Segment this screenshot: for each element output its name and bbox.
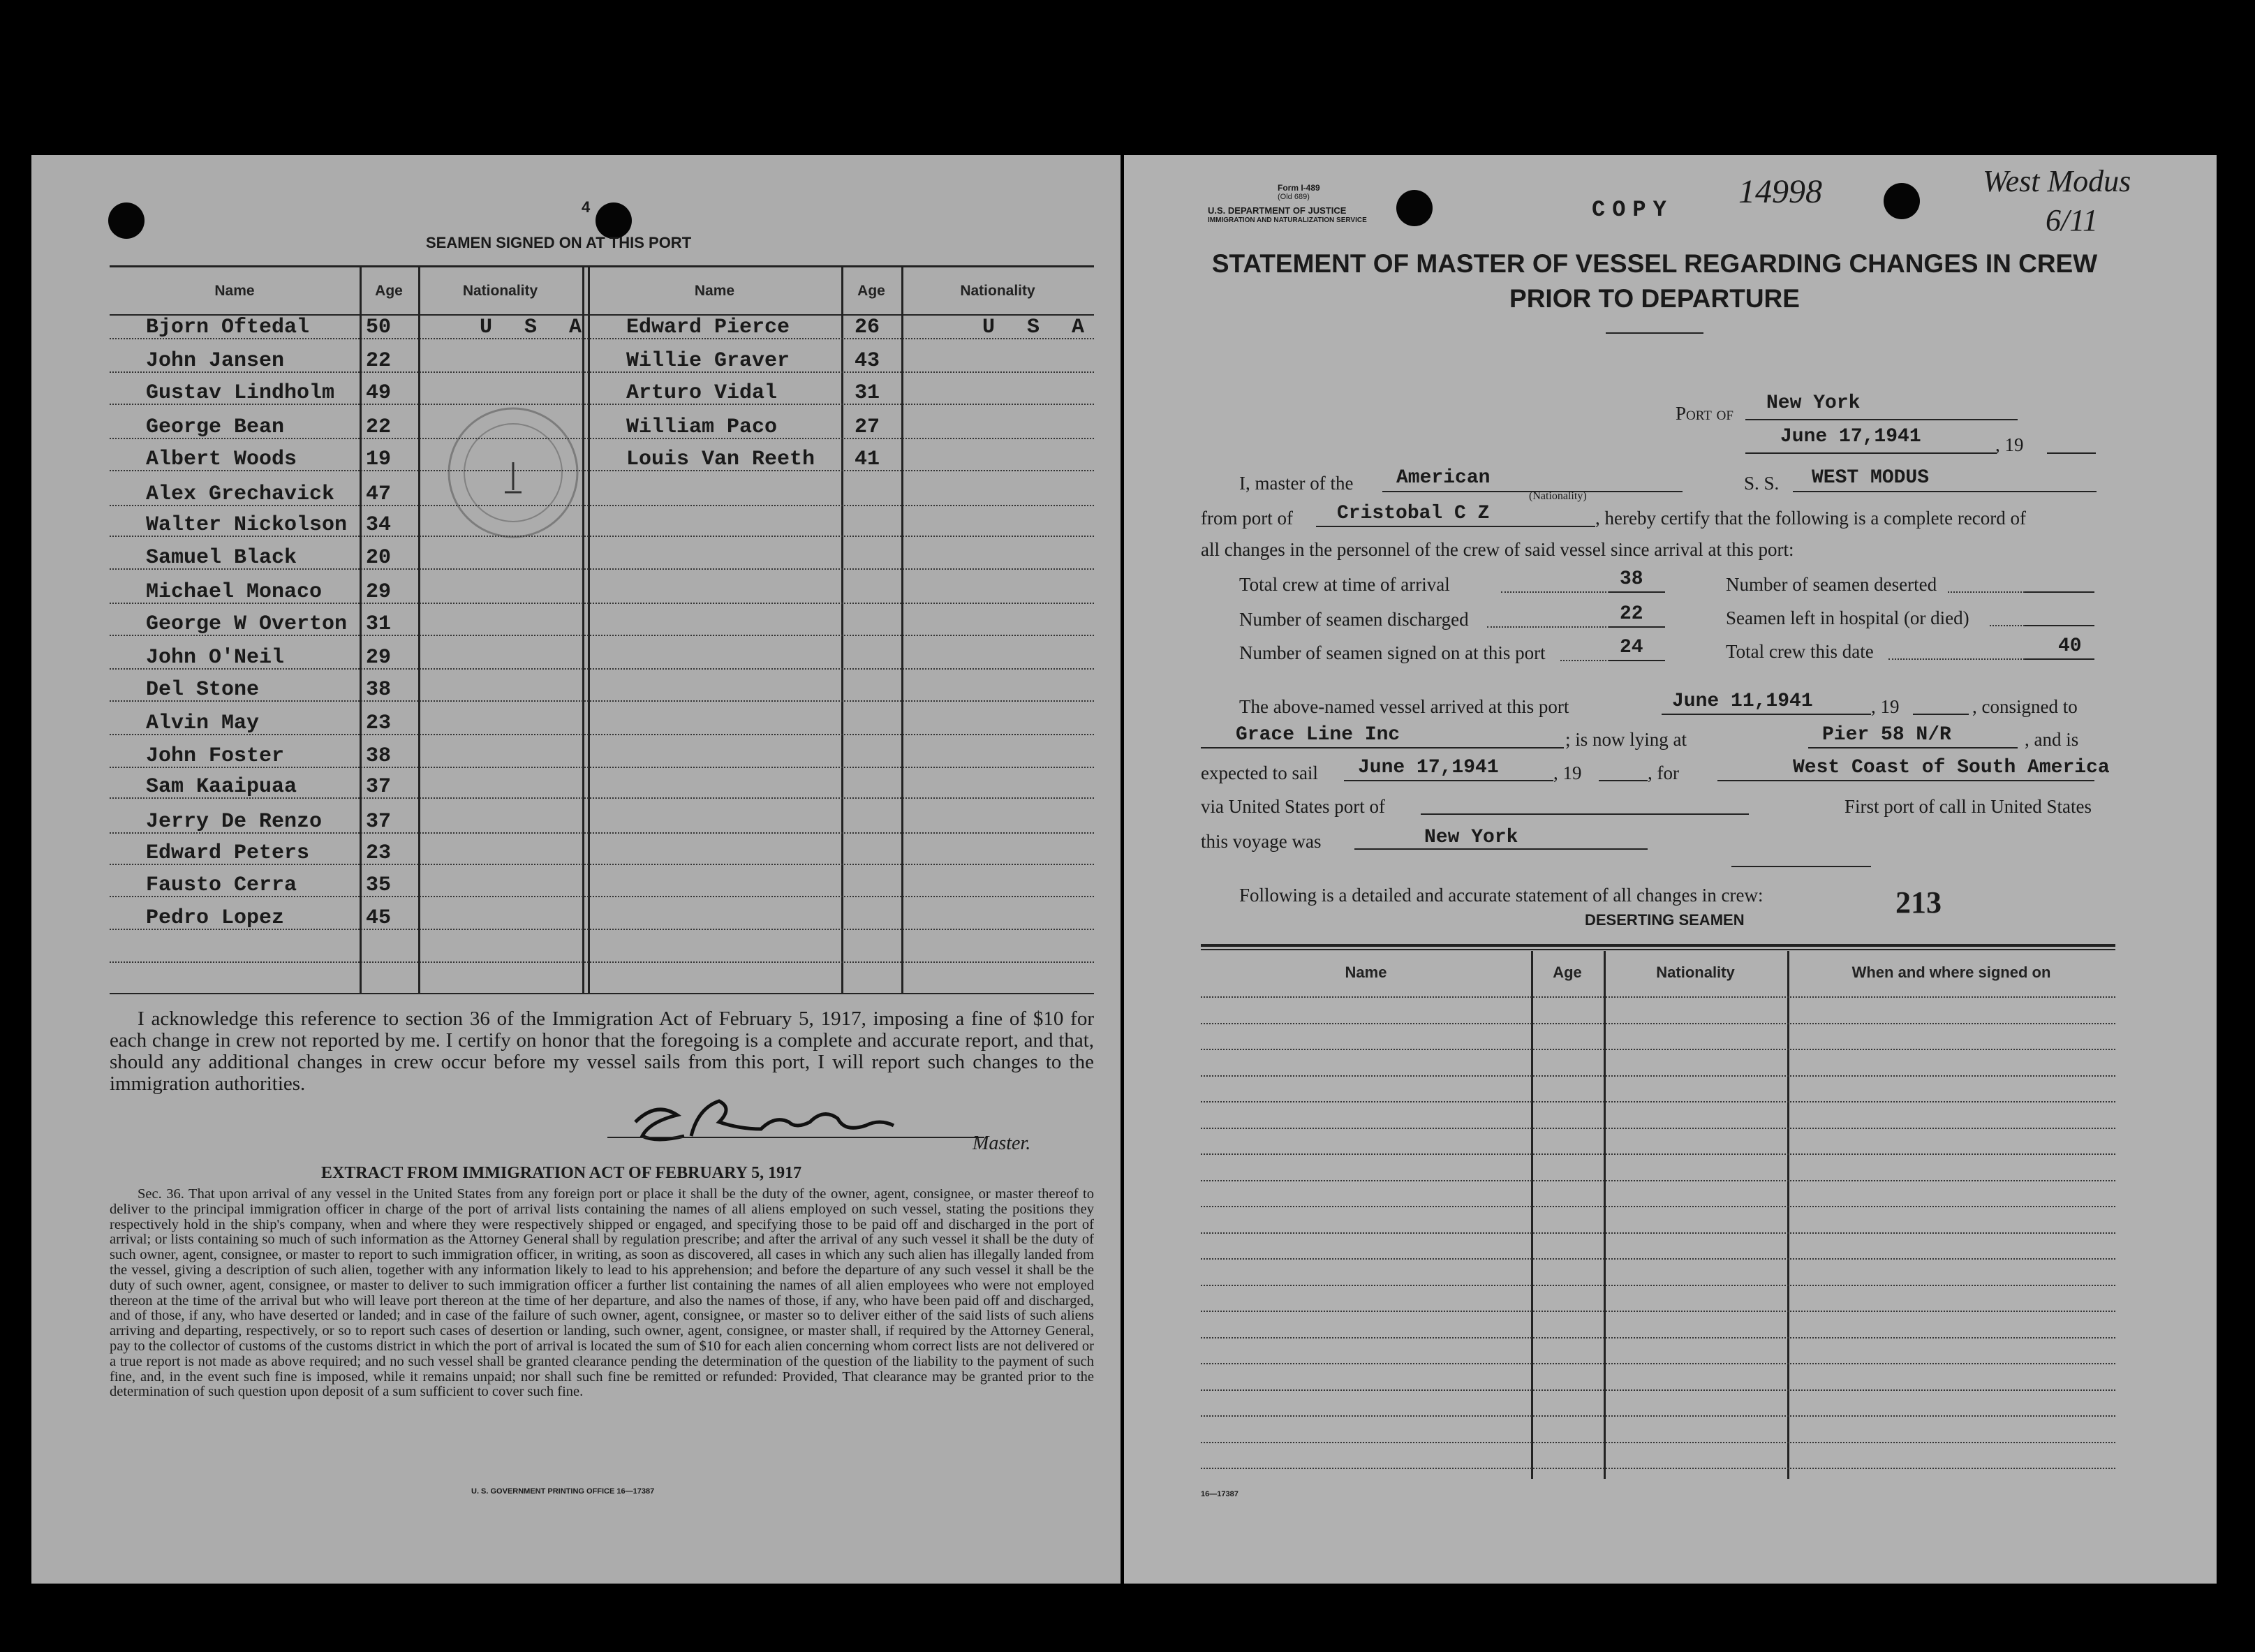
row-rule <box>110 568 1094 570</box>
master-signature <box>607 1094 984 1157</box>
row-rule <box>1201 1075 2115 1077</box>
row-rule <box>1201 1128 2115 1129</box>
row-rule <box>1201 1232 2115 1234</box>
row-rule <box>1201 996 2115 998</box>
crew-age: 29 <box>365 646 391 670</box>
col-name: Name <box>694 283 735 299</box>
expected-label: expected to sail <box>1201 762 1318 783</box>
copy-label: COPY <box>1592 197 1673 223</box>
crew-name: George Bean <box>146 415 285 439</box>
for-label: , for <box>1648 762 1679 783</box>
row-rule <box>1201 1442 2115 1443</box>
extract-text: Sec. 36. That upon arrival of any vessel in the United States from any foreign port or place it shall be the duty of the owner, agent, consignee, or master thereof to deliver to the principal immigration officer in charge of the port of arrival lists containing the names of all aliens employed on such vessel, stating the positions they respectively hold in the ship's company, when and where they were respectively shipped or engaged, and specifying those to be paid off and discharged in the port of arrival; or lists containing so much of such information as the Attorney General shall by regulation prescribe; and after the arrival of any such vessel it shall be the duty of such owner, agent, consignee, or master to report to such immigration officer, in writing, as soon as discovered, all cases in which any such alien has illegally landed from the vessel, giving a description of such alien, together with any information likely to lead to his apprehension; and before the departure of any such vessel it shall be the duty of such owner, agent, consignee, or master to deliver to such immigration officer a further list containing the names of all alien employees who were not employed thereon at the time of the arrival but who will leave port thereon at the time of her departure, and also the names of those, if any, who have been paid off and discharged, and of those, if any, who have deserted or landed; and in case of the failure of such owner, agent, consignee, or master so to deliver either of the said lists of such aliens arriving and departing, respectively, or so to report such cases of desertion or landing, such owner, agent, consignee, or master shall, if required by the Attorney General, pay to the collector of customs of the customs district in which the port of arrival is located the sum of $10 for each alien concerning whom correct lists are not delivered or a true report is not made as above required; and no such vessel shall be granted clearance pending the determination of the question of the liability to the payment of such fine, and, in the event such fine is imposed, while it remains unpaid; nor shall such fine be remitted or refunded: Provided, That clearance may be granted prior to the determination of such question upon deposit of a sum sufficient to cover such fine. <box>110 1186 1094 1400</box>
crew-name: Alvin May <box>146 711 260 735</box>
row-rule <box>110 767 1094 768</box>
master-of-label: I, master of the <box>1239 473 1354 494</box>
crew-name: Willie Graver <box>626 349 790 373</box>
row-rule <box>1201 1468 2115 1469</box>
nationality-caption: (Nationality) <box>1529 490 1587 502</box>
certify-text: , hereby certify that the following is a complete record of <box>1595 508 2027 529</box>
crew-age: 38 <box>365 744 391 768</box>
crew-age: 38 <box>365 678 391 702</box>
crew-name: Edward Peters <box>146 841 310 865</box>
crew-age: 43 <box>854 349 880 373</box>
row-rule <box>110 864 1094 865</box>
crew-name: John Foster <box>146 744 285 768</box>
first-port-label: First port of call in United States <box>1844 796 2092 817</box>
crew-age: 20 <box>365 546 391 570</box>
row-rule <box>110 929 1094 930</box>
row-rule <box>110 371 1094 373</box>
crew-nationality: U S A <box>480 316 592 339</box>
from-port-label: from port of <box>1201 508 1293 529</box>
row-rule <box>1201 1153 2115 1155</box>
row-rule <box>1201 1101 2115 1102</box>
hospital-label: Seamen left in hospital (or died) <box>1726 607 1969 628</box>
page-number: 4 <box>582 198 591 216</box>
crew-age: 19 <box>365 448 391 471</box>
acknowledgement-text: I acknowledge this reference to section 36 of the Immigration Act of February 5, 1917, imposing a fine of $10 for each change in crew not reported by me. I certify on honor that the foregoing is a complete and accurate report, and that, should any additional changes in crew occur before my vessel sails from this port, I will report such changes to the immigration authorities. <box>110 1008 1094 1095</box>
from-port-value: Cristobal C Z <box>1337 503 1490 524</box>
row-rule <box>1201 1206 2115 1207</box>
handwritten-date: 6/11 <box>2046 203 2098 237</box>
crew-age: 22 <box>365 415 391 439</box>
crew-age: 23 <box>365 711 391 735</box>
col-when-where: When and where signed on <box>1851 964 2051 981</box>
crew-age: 41 <box>854 448 880 471</box>
crew-name: Michael Monaco <box>146 580 323 604</box>
statement-date: June 17,1941 <box>1780 426 1921 448</box>
row-rule <box>110 734 1094 735</box>
arrived-date: June 11,1941 <box>1672 691 1813 712</box>
crew-age: 27 <box>854 415 880 439</box>
crew-name: Arturo Vidal <box>626 381 778 405</box>
crew-signed-on-page <box>31 155 1121 1584</box>
col-nationality: Nationality <box>1656 964 1735 981</box>
signed-on-count: 24 <box>1620 637 1643 658</box>
master-label: Master. <box>973 1133 1031 1154</box>
row-rule <box>110 603 1094 604</box>
crew-name: Pedro Lopez <box>146 906 285 930</box>
row-rule <box>1201 1049 2115 1050</box>
crew-age: 23 <box>365 841 391 865</box>
row-rule <box>110 797 1094 799</box>
total-crew-arrival-label: Total crew at time of arrival <box>1239 574 1450 595</box>
arrived-label: The above-named vessel arrived at this port <box>1239 696 1569 717</box>
crew-age: 50 <box>365 316 391 339</box>
destination: West Coast of South America <box>1793 757 2110 779</box>
row-rule <box>1201 1180 2115 1181</box>
crew-age: 47 <box>365 482 391 506</box>
total-crew-date-label: Total crew this date <box>1726 641 1874 662</box>
discharged-label: Number of seamen discharged <box>1239 609 1469 630</box>
sail-date: June 17,1941 <box>1358 757 1499 779</box>
crew-name: Fausto Cerra <box>146 873 297 897</box>
certify-text-2: all changes in the personnel of the crew of said vessel since arrival at this port: <box>1201 539 1794 560</box>
signed-on-label: Number of seamen signed on at this port <box>1239 642 1546 663</box>
row-rule <box>110 536 1094 537</box>
deserting-title: DESERTING SEAMEN <box>1585 911 1745 929</box>
punch-hole <box>1884 183 1920 219</box>
crew-name: Walter Nickolson <box>146 513 348 537</box>
handwritten-213: 213 <box>1895 885 1942 920</box>
crew-name: Albert Woods <box>146 448 297 471</box>
crew-name: Gustav Lindholm <box>146 381 335 405</box>
crew-age: 37 <box>365 810 391 834</box>
crew-name: Alex Grechavick <box>146 482 335 506</box>
department: U.S. DEPARTMENT OF JUSTICE <box>1208 205 1347 216</box>
col-name: Name <box>214 283 255 299</box>
port-of-value: New York <box>1766 392 1861 414</box>
crew-name: William Paco <box>626 415 778 439</box>
extract-title: EXTRACT FROM IMMIGRATION ACT OF FEBRUARY 5, 1917 <box>321 1164 802 1182</box>
form-sub: (Old 689) <box>1278 193 1310 201</box>
crew-age: 31 <box>365 612 391 636</box>
master-statement-page <box>1124 155 2217 1584</box>
row-rule <box>1201 1311 2115 1312</box>
col-name: Name <box>1345 964 1387 981</box>
crew-age: 22 <box>365 349 391 373</box>
row-rule <box>110 470 1094 471</box>
this-voyage-label: this voyage was <box>1201 831 1322 852</box>
crew-name: Edward Pierce <box>626 316 790 339</box>
row-rule <box>110 404 1094 405</box>
first-port-value: New York <box>1424 827 1518 848</box>
year-suffix: , 19 <box>1995 434 2024 455</box>
crew-name: George W Overton <box>146 612 348 636</box>
crew-name: Samuel Black <box>146 546 297 570</box>
row-rule <box>1201 1363 2115 1364</box>
discharged-count: 22 <box>1620 603 1643 625</box>
crew-age: 45 <box>365 906 391 930</box>
crew-age: 29 <box>365 580 391 604</box>
lying-label: ; is now lying at <box>1565 729 1687 750</box>
form-title: STATEMENT OF MASTER OF VESSEL REGARDING CHANGES IN CREW <box>1211 249 2098 278</box>
port-of-label: Port of <box>1676 403 1733 424</box>
row-rule <box>1201 1337 2115 1338</box>
row-rule <box>1201 1023 2115 1024</box>
crew-name: Louis Van Reeth <box>626 448 815 471</box>
total-crew-arrival: 38 <box>1620 568 1643 590</box>
handwritten-number: 14998 <box>1738 173 1822 210</box>
ss-label: S. S. <box>1744 473 1780 494</box>
crew-name: Bjorn Oftedal <box>146 316 310 339</box>
row-rule <box>110 338 1094 339</box>
printing-office: U. S. GOVERNMENT PRINTING OFFICE 16—17387 <box>471 1487 655 1496</box>
form-number: Form I-489 <box>1278 183 1320 193</box>
crew-age: 31 <box>854 381 880 405</box>
crew-name: John O'Neil <box>146 646 285 670</box>
row-rule <box>110 438 1094 439</box>
handwritten-note: West Modus <box>1983 164 2131 198</box>
crew-age: 35 <box>365 873 391 897</box>
col-nationality: Nationality <box>462 283 538 299</box>
following-text: Following is a detailed and accurate statement of all changes in crew: <box>1239 885 1764 906</box>
deserted-label: Number of seamen deserted <box>1726 574 1937 595</box>
row-rule <box>110 832 1094 834</box>
row-rule <box>110 700 1094 702</box>
immigration-stamp <box>443 403 583 543</box>
crew-age: 37 <box>365 775 391 799</box>
total-crew-date: 40 <box>2058 635 2082 657</box>
crew-name: Del Stone <box>146 678 260 702</box>
footer-code: 16—17387 <box>1201 1490 1239 1498</box>
row-rule <box>110 635 1094 636</box>
col-age: Age <box>375 283 403 299</box>
row-rule <box>110 505 1094 506</box>
section-title: SEAMEN SIGNED ON AT THIS PORT <box>426 234 692 251</box>
row-rule <box>1201 1285 2115 1286</box>
row-rule <box>1201 1415 2115 1417</box>
row-rule <box>1201 1389 2115 1391</box>
col-age: Age <box>1553 964 1582 981</box>
vessel-name: WEST MODUS <box>1812 467 1930 489</box>
consignee: Grace Line Inc <box>1236 724 1400 746</box>
via-label: via United States port of <box>1201 796 1385 817</box>
col-age: Age <box>857 283 885 299</box>
arrived-suffix: , 19 <box>1871 696 1900 717</box>
row-rule <box>110 896 1094 897</box>
crew-age: 26 <box>854 316 880 339</box>
col-nationality: Nationality <box>960 283 1035 299</box>
nationality-value: American <box>1396 467 1491 489</box>
row-rule <box>110 961 1094 963</box>
form-subtitle: PRIOR TO DEPARTURE <box>1509 284 1800 313</box>
crew-name: Sam Kaaipuaa <box>146 775 297 799</box>
crew-name: John Jansen <box>146 349 285 373</box>
service: IMMIGRATION AND NATURALIZATION SERVICE <box>1208 216 1367 224</box>
and-is-label: , and is <box>2025 729 2079 750</box>
sail-year: , 19 <box>1553 762 1582 783</box>
consigned-label: , consigned to <box>1972 696 2078 717</box>
pier: Pier 58 N/R <box>1822 724 1951 746</box>
crew-age: 34 <box>365 513 391 537</box>
crew-nationality: U S A <box>982 316 1095 339</box>
crew-name: Jerry De Renzo <box>146 810 323 834</box>
row-rule <box>1201 1258 2115 1260</box>
row-rule <box>110 668 1094 670</box>
punch-hole <box>108 202 145 239</box>
crew-age: 49 <box>365 381 391 405</box>
